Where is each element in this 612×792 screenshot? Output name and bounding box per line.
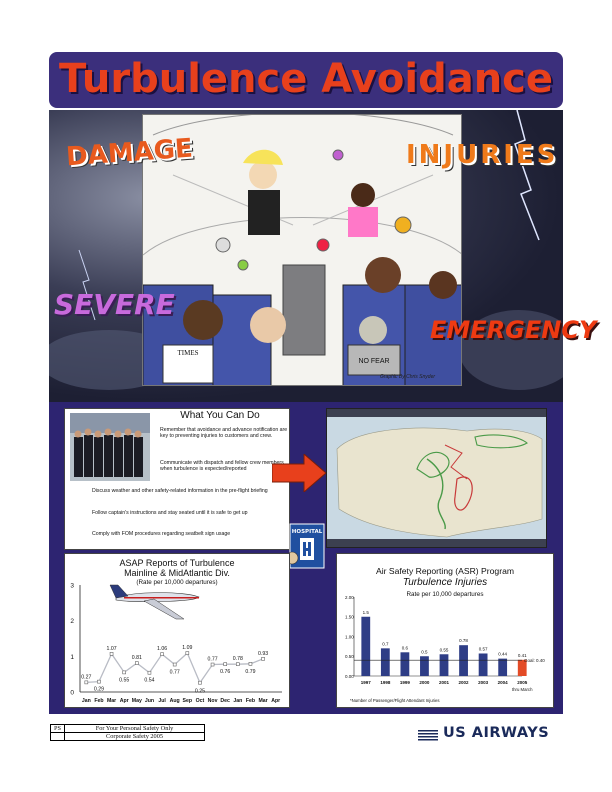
airplane-icon <box>110 585 199 619</box>
asr-chart-subtitle: Turbulence Injuries <box>402 577 488 588</box>
right-arrow-icon <box>272 454 328 492</box>
asap-value-label: 0.54 <box>144 677 155 684</box>
severe-word: SEVERE <box>54 288 175 321</box>
asr-x-tick-label: 1999 <box>399 680 410 685</box>
newspaper-label: TIMES <box>177 349 199 357</box>
asr-y-tick-label: 0.00 <box>345 673 354 679</box>
asap-x-tick-label: Jul <box>158 698 166 704</box>
asap-point <box>262 657 265 660</box>
graphic-credit: Graphic By Chris Snyder <box>380 374 436 380</box>
asr-value-label: 0.6 <box>401 645 409 651</box>
tip-1: Remember that avoidance and advance notification are key to preventing injuries to customers and crew. <box>160 427 288 440</box>
asap-title-line2: Mainline & MidAtlantic Div. <box>124 568 230 578</box>
asap-x-tick-label: Nov <box>207 698 218 704</box>
hospital-sign-label: HOSPITAL <box>291 529 323 535</box>
asr-goal-label: Goal: 0.40 <box>524 658 545 664</box>
asap-value-label: 0.25 <box>194 688 205 695</box>
asr-bar <box>381 648 390 676</box>
asr-y-tick-label: 1.50 <box>345 614 354 620</box>
tip-5: Comply with FOM procedures regarding seatbelt sign usage <box>92 531 231 537</box>
tip-4: Follow captain's instructions and stay seated until it is safe to get up <box>92 510 248 516</box>
damage-word: DAMAGE <box>65 133 194 173</box>
asap-x-tick-label: Jan <box>233 698 243 704</box>
asap-point <box>85 681 88 684</box>
asap-point <box>224 663 227 666</box>
asap-x-tick-label: Aug <box>169 698 180 704</box>
page-title: Turbulence Avoidance <box>58 56 554 102</box>
asap-value-label: 0.78 <box>232 656 243 663</box>
asr-chart-title: Air Safety Reporting (ASR) Program <box>375 566 515 576</box>
asap-value-label: 0.93 <box>258 650 269 657</box>
asap-point <box>173 663 176 666</box>
asap-x-tick-label: Apr <box>271 698 281 704</box>
asap-x-tick-label: Oct <box>195 698 205 704</box>
asr-y-tick-label: 0.50 <box>345 654 354 660</box>
asr-bar <box>420 656 429 676</box>
asr-x-tick-label: 2004 <box>497 680 508 685</box>
footer-line2: Corporate Safety 2005 <box>65 733 205 741</box>
asr-x-tick-label: 1998 <box>380 680 391 685</box>
asr-value-label: 0.57 <box>478 646 488 652</box>
asap-y-tick-label: 1 <box>70 653 74 661</box>
asr-value-label: 0.41 <box>517 652 527 658</box>
asap-point <box>198 681 201 684</box>
asr-x-tick-label: 2001 <box>438 680 450 685</box>
asap-point <box>211 663 214 666</box>
asap-value-label: 1.09 <box>182 645 193 652</box>
asap-value-label: 0.77 <box>169 669 180 676</box>
asr-value-label: 1.5 <box>362 609 369 615</box>
asr-value-label: 0.5 <box>421 649 428 655</box>
crew-photo <box>70 413 150 481</box>
asr-bar <box>440 654 449 676</box>
asap-point <box>135 662 138 665</box>
asap-x-tick-label: Sep <box>182 698 193 704</box>
shirt-label: NO FEAR <box>358 358 390 365</box>
asap-value-label: 0.27 <box>81 674 92 681</box>
asap-value-label: 1.07 <box>106 645 117 652</box>
asap-value-label: 0.81 <box>131 655 142 662</box>
asr-bar-chart <box>336 553 554 708</box>
asr-value-label: 0.55 <box>439 647 449 653</box>
asr-value-label: 0.7 <box>382 641 389 647</box>
asap-y-tick-label: 0 <box>70 689 74 697</box>
asap-point <box>249 662 252 665</box>
emergency-word: EMERGENCY <box>430 316 597 344</box>
asap-x-tick-label: Mar <box>106 698 117 704</box>
asr-bar <box>498 659 507 676</box>
asap-value-label: 0.76 <box>220 669 231 676</box>
footer-code-blank <box>51 733 65 741</box>
asap-point <box>236 663 239 666</box>
asap-rate-note: (Rate per 10,000 departures) <box>136 579 218 586</box>
asap-point <box>148 671 151 674</box>
asap-value-label: 0.29 <box>93 686 104 693</box>
asap-x-tick-label: Jan <box>81 698 91 704</box>
asap-value-label: 1.06 <box>157 646 168 653</box>
asr-x-tick-label: 2003 <box>478 680 489 685</box>
asr-x-tick-label: 2005 <box>517 680 528 685</box>
asap-x-tick-label: Mar <box>258 698 268 704</box>
asr-x-tick-label: 1997 <box>360 680 371 685</box>
us-airways-logo: US AIRWAYS <box>443 725 550 741</box>
asap-point <box>186 652 189 655</box>
asr-bar <box>479 653 488 676</box>
asap-x-tick-label: Apr <box>119 698 129 704</box>
asap-value-label: 0.55 <box>119 677 130 684</box>
asap-x-tick-label: Jun <box>144 698 155 704</box>
asap-y-tick-label: 2 <box>70 618 74 626</box>
asap-value-label: 0.77 <box>207 656 218 663</box>
asap-value-label: 0.79 <box>245 668 256 675</box>
footer-code: PS <box>51 725 65 733</box>
asap-point <box>97 680 100 683</box>
us-turbulence-map <box>327 409 547 548</box>
footer-table <box>50 724 205 741</box>
tip-3: Discuss weather and other safety-related information in the pre-flight briefing <box>92 488 268 494</box>
asap-x-tick-label: Feb <box>245 698 256 704</box>
asap-title-line1: ASAP Reports of Turbulence <box>119 558 235 568</box>
asap-point <box>161 653 164 656</box>
what-you-can-do-title: What You Can Do <box>180 410 260 421</box>
weather-map-screenshot <box>326 408 547 548</box>
asr-y-tick-label: 1.00 <box>345 634 354 640</box>
asap-point <box>123 671 126 674</box>
asr-rate-note: Rate per 10,000 departures <box>406 591 484 598</box>
asap-x-tick-label: Dec <box>220 698 230 704</box>
asr-bar <box>361 617 370 676</box>
asap-x-tick-label: May <box>131 698 142 704</box>
asr-footnote: *Number of Passenger/Flight Attendant Injuries <box>350 698 440 703</box>
injuries-word: INJURIES <box>406 140 559 170</box>
asr-value-label: 0.78 <box>459 638 468 644</box>
asr-value-label: 0.44 <box>498 651 508 657</box>
asr-x-tick-label: 2002 <box>458 680 469 685</box>
asr-x-tick-label: 2000 <box>419 680 430 685</box>
asr-bar <box>459 645 468 676</box>
asr-y-tick-label: 2.00 <box>345 594 354 600</box>
footer-line1: For Your Personal Safety Only <box>65 725 205 733</box>
asap-line-chart <box>64 553 290 708</box>
asr-thru-label: thru March <box>511 687 533 692</box>
asap-point <box>110 652 113 655</box>
tip-2: Communicate with dispatch and fellow crew members when turbulence is expected/reported <box>160 460 284 473</box>
hospital-sign-icon <box>286 522 326 570</box>
asr-bar <box>400 652 409 676</box>
asap-y-tick-label: 3 <box>70 582 74 590</box>
asap-x-tick-label: Feb <box>94 698 104 704</box>
